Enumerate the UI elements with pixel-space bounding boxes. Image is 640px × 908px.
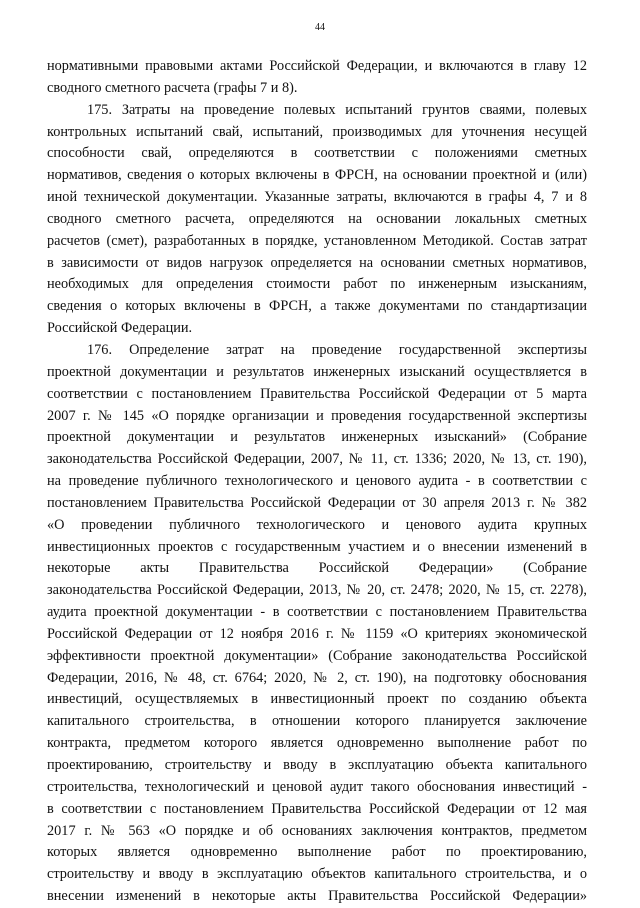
- text-line: некоторые акты Правительства Российской Федерации» (Собрание: [47, 560, 587, 577]
- text-line: Федерации, 2016, № 48, ст. 6764; 2020, № 2, ст. 190), на подготовку обоснования: [47, 669, 587, 686]
- text-line: которых является одновременно выполнение работ по проектированию,: [47, 844, 587, 861]
- text-line: 176. Определение затрат на проведение государственной экспертизы: [87, 341, 587, 358]
- page-number: 44: [315, 22, 325, 33]
- text-line: в зависимости от видов нагрузок определяется на основании сметных нормативов,: [47, 254, 587, 271]
- text-line: Российской Федерации.: [47, 320, 193, 337]
- text-line: 175. Затраты на проведение полевых испытаний грунтов сваями, полевых: [87, 101, 587, 118]
- text-line: сводного сметного расчета, определяются на основании локальных сметных: [47, 210, 587, 227]
- text-line: сводного сметного расчета (графы 7 и 8).: [47, 79, 298, 96]
- text-line: 2017 г. № 563 «О порядке и об основаниях заключения контрактов, предметом: [47, 822, 587, 839]
- text-line: 2007 г. № 145 «О порядке организации и проведения государственной экспертизы: [47, 407, 587, 424]
- text-line: проектной документации и результатов инженерных изысканий осуществляется в: [47, 363, 587, 380]
- text-line: внесении изменений в некоторые акты Правительства Российской Федерации»: [47, 888, 587, 905]
- text-line: на проведение публичного технологического и ценового аудита - в соответствии с: [47, 473, 587, 490]
- text-line: контрольных испытаний свай, испытаний, производимых для уточнения несущей: [47, 123, 587, 140]
- text-line: капитального строительства, в отношении которого планируется заключение: [47, 713, 587, 730]
- text-line: нормативными правовыми актами Российской Федерации, и включаются в главу 12: [47, 58, 587, 74]
- text-line: проектированию, строительству и вводу в эксплуатацию объекта капитального: [47, 757, 587, 773]
- text-line: в соответствии с постановлением Правительства Российской Федерации от 12 мая: [47, 800, 587, 817]
- text-line: расчетов (смет), разработанных в порядке, установленном Методикой. Состав затрат: [47, 232, 587, 249]
- text-line: строительству и вводу в эксплуатацию объектов капитального строительства, и о: [47, 866, 587, 883]
- text-line: контракта, предметом которого является одновременно выполнение работ по: [47, 735, 587, 752]
- text-line: законодательства Российской Федерации, 2013, № 20, ст. 2478; 2020, № 15, ст. 2278),: [47, 582, 587, 599]
- text-line: постановлением Правительства Российской Федерации от 30 апреля 2013 г. № 382: [47, 494, 587, 511]
- text-line: инвестиций, осуществляемых в инвестиционный проект по созданию объекта: [47, 691, 587, 708]
- text-line: способности свай, определяются в соответствии с положениями сметных: [47, 145, 587, 162]
- body-text: [47, 56, 587, 908]
- text-line: нормативов, сведения о которых включены в ФРСН, на основании проектной и (или): [47, 167, 587, 184]
- text-line: аудита проектной документации - в соответствии с постановлением Правительства: [47, 604, 587, 621]
- text-line: Российской Федерации от 12 ноября 2016 г. № 1159 «О критериях экономической: [47, 625, 587, 642]
- text-line: «О проведении публичного технологического и ценового аудита крупных: [47, 516, 587, 533]
- text-line: инвестиционных проектов с государственным участием и о внесении изменений в: [47, 538, 587, 555]
- text-line: сведения о которых включены в ФРСН, а также документами по стандартизации: [47, 298, 587, 315]
- text-line: соответствии с постановлением Правительства Российской Федерации от 5 марта: [47, 385, 587, 402]
- text-line: эффективности проектной документации» (Собрание законодательства Российской: [47, 647, 587, 664]
- text-line: иной технической документации. Указанные затраты, включаются в графы 4, 7 и 8: [47, 189, 587, 206]
- text-line: необходимых для определения стоимости работ по инженерным изысканиям,: [47, 276, 587, 293]
- text-line: законодательства Российской Федерации, 2007, № 11, ст. 1336; 2020, № 13, ст. 190),: [47, 451, 587, 468]
- text-line: проектной документации и результатов инженерных изысканий» (Собрание: [47, 429, 587, 446]
- text-line: строительства, технологический и ценовой аудит такого обоснования инвестиций -: [47, 778, 587, 795]
